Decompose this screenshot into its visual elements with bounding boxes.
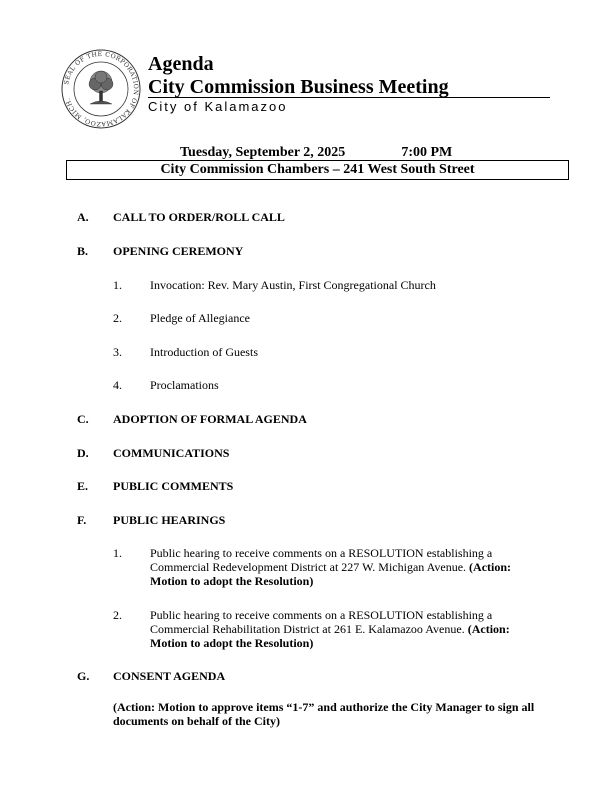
section-title: PUBLIC HEARINGS: [113, 513, 226, 527]
section-letter: E.: [77, 479, 89, 493]
item-number: 2.: [113, 311, 122, 325]
section-title: CONSENT AGENDA: [113, 669, 226, 683]
item-number: 1.: [113, 278, 122, 292]
consent-action: (Action: Motion to approve items “1-7” and authorize the City Manager to sign all documents on behalf of the City): [113, 700, 535, 728]
city-seal-logo: [60, 48, 142, 130]
section-title: ADOPTION OF FORMAL AGENDA: [113, 412, 307, 426]
agenda-item: Proclamations: [150, 378, 219, 392]
agenda-item: Invocation: Rev. Mary Austin, First Congregational Church: [150, 278, 436, 292]
section-title: CALL TO ORDER/ROLL CALL: [113, 210, 285, 224]
meeting-type-title: City Commission Business Meeting: [148, 75, 550, 98]
item-action: (Action: Motion to adopt the Resolution): [150, 622, 510, 650]
item-number: 4.: [113, 378, 122, 392]
section-letter: F.: [77, 513, 87, 527]
meeting-date: Tuesday, September 2, 2025: [180, 145, 346, 160]
item-number: 2.: [113, 608, 122, 622]
section-letter: G.: [77, 669, 90, 683]
section-title: COMMUNICATIONS: [113, 446, 230, 460]
item-action: (Action: Motion to adopt the Resolution): [150, 560, 512, 588]
item-text: Public hearing to receive comments on a RESOLUTION establishing a Commercial Rehabilitation District at 261 E. Kalamazoo Avenue.: [150, 608, 493, 636]
agenda-item: Pledge of Allegiance: [150, 311, 250, 325]
item-number: 1.: [113, 546, 122, 560]
section-letter: D.: [77, 446, 89, 460]
section-title: OPENING CEREMONY: [113, 244, 244, 258]
section-title: PUBLIC COMMENTS: [113, 479, 234, 493]
agenda-item: [150, 546, 542, 588]
agenda-item: Introduction of Guests: [150, 345, 258, 359]
meeting-location: City Commission Chambers – 241 West South Street: [66, 160, 569, 180]
section-letter: C.: [77, 412, 89, 426]
city-name: City of Kalamazoo: [148, 99, 288, 114]
item-number: 3.: [113, 345, 122, 359]
svg-text:SEAL OF THE CORPORATION OF KAL: SEAL OF THE CORPORATION OF KALAMAZOO, MICH.: [63, 50, 140, 128]
section-letter: A.: [77, 210, 89, 224]
meeting-time: 7:00 PM: [401, 145, 453, 160]
item-text: Public hearing to receive comments on a RESOLUTION establishing a Commercial Redevelopment District at 227 W. Michigan Avenue.: [150, 546, 493, 574]
meeting-datetime: [180, 145, 452, 161]
agenda-item: [150, 608, 542, 650]
agenda-title: Agenda: [148, 53, 214, 75]
section-letter: B.: [77, 244, 89, 258]
